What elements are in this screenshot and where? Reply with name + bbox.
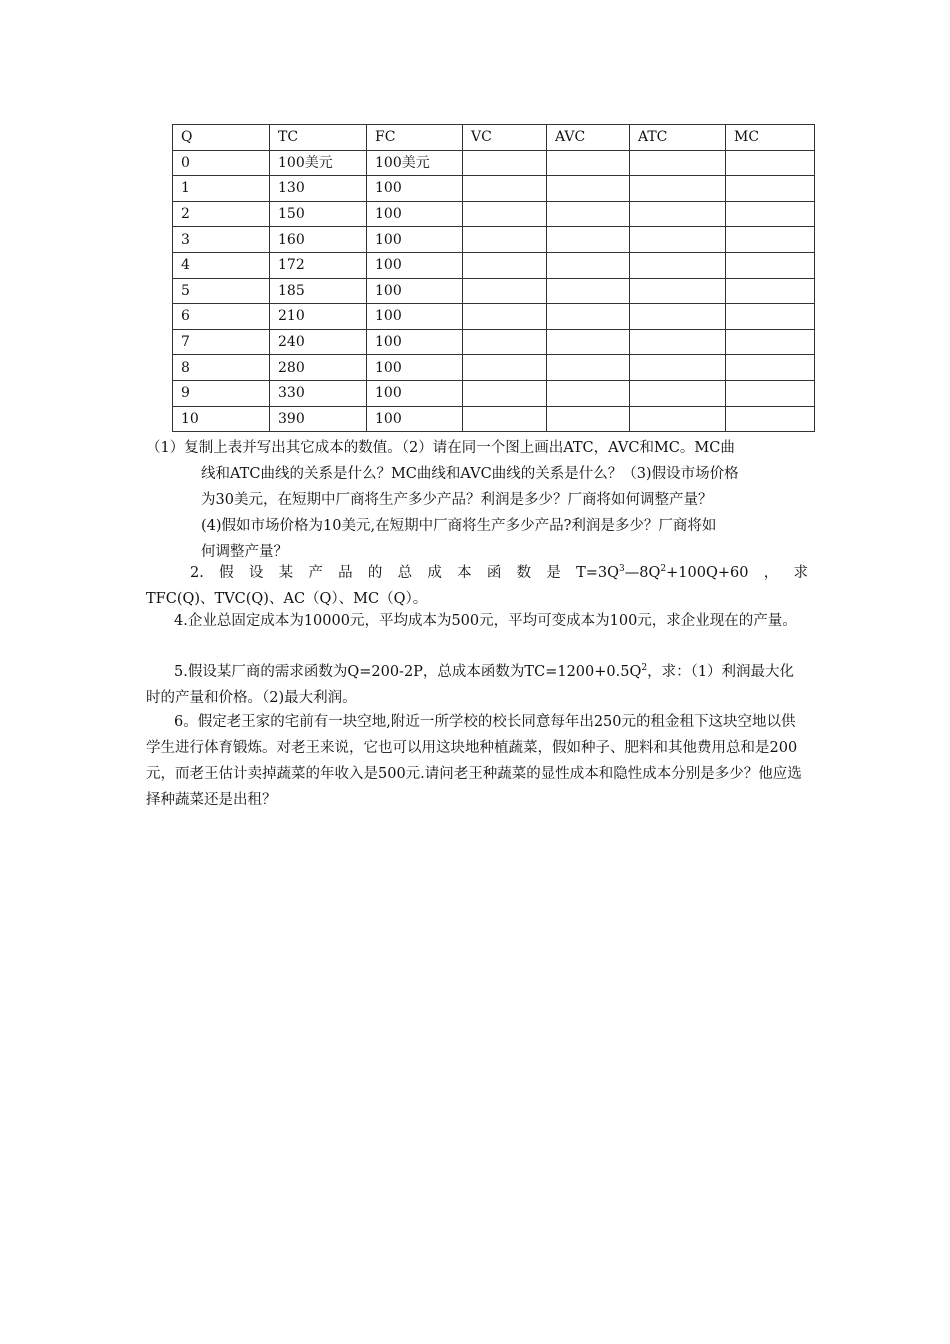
cell-vc (463, 278, 547, 304)
cell-avc (547, 201, 630, 227)
cell-mc (726, 380, 815, 406)
cell-atc (630, 304, 726, 330)
cell-avc (547, 252, 630, 278)
cell-avc (547, 380, 630, 406)
table-row (173, 176, 815, 202)
cell-atc (630, 201, 726, 227)
cell-vc (463, 176, 547, 202)
header-tc: TC (270, 125, 367, 151)
question-5-text: ，求：（1）利润最大化时的产量和价格。（2)最大利润。 (146, 664, 795, 706)
question-2-word: 总 (397, 565, 413, 581)
cell-tc: 160 (270, 227, 367, 253)
question-2-line-1 (146, 560, 808, 586)
cell-mc (726, 252, 815, 278)
cell-atc (630, 355, 726, 381)
cell-atc (630, 227, 726, 253)
cell-tc: 150 (270, 201, 367, 227)
cell-fc: 100 (367, 227, 463, 253)
table-row (173, 227, 815, 253)
question-1-line: 何调整产量？ (201, 544, 288, 560)
cell-vc (463, 355, 547, 381)
cell-q: 2 (173, 201, 270, 227)
cell-mc (726, 355, 815, 381)
cell-tc: 330 (270, 380, 367, 406)
cell-fc: 100 (367, 252, 463, 278)
cell-mc (726, 150, 815, 176)
cell-fc: 100 (367, 329, 463, 355)
question-2-word: 设 (248, 565, 264, 581)
cell-vc (463, 150, 547, 176)
cell-fc: 100 (367, 355, 463, 381)
question-2-line-2: TFC(Q)、TVC(Q)、AC（Q）、MC（Q）。 (146, 591, 428, 607)
question-2-word: 本 (457, 565, 472, 581)
question-1-line: （1）复制上表并写出其它成本的数值。（2）请在同一个图上画出ATC，AVC和MC。MC曲 (146, 440, 735, 456)
cell-avc (547, 355, 630, 381)
cell-q: 8 (173, 355, 270, 381)
header-mc: MC (726, 125, 815, 151)
cell-tc: 280 (270, 355, 367, 381)
question-2-word: 假 (219, 565, 234, 581)
formula-part: —8Q (624, 565, 661, 581)
cell-vc (463, 380, 547, 406)
cost-table (172, 124, 815, 432)
cell-tc: 185 (270, 278, 367, 304)
cell-q: 7 (173, 329, 270, 355)
formula-exponent: 2 (660, 564, 667, 574)
table-row (173, 380, 815, 406)
cell-fc: 100 (367, 201, 463, 227)
cell-q: 4 (173, 252, 270, 278)
cell-tc: 240 (270, 329, 367, 355)
cell-tc: 130 (270, 176, 367, 202)
header-vc: VC (463, 125, 547, 151)
cell-mc (726, 227, 815, 253)
cell-fc: 100 (367, 176, 463, 202)
cell-fc: 100 (367, 406, 463, 432)
header-avc: AVC (547, 125, 630, 151)
cell-avc (547, 406, 630, 432)
cell-mc (726, 176, 815, 202)
question-2-word: 品 (338, 565, 353, 581)
cell-fc: 100 (367, 380, 463, 406)
cell-vc (463, 304, 547, 330)
cell-atc (630, 406, 726, 432)
cell-q: 5 (173, 278, 270, 304)
table-row (173, 304, 815, 330)
cell-mc (726, 278, 815, 304)
cell-vc (463, 201, 547, 227)
cell-mc (726, 201, 815, 227)
cell-fc: 100 (367, 304, 463, 330)
table-row (173, 329, 815, 355)
cell-q: 10 (173, 406, 270, 432)
question-4: 4.企业总固定成本为10000元，平均成本为500元，平均可变成本为100元，求企业现在的产量。 (174, 613, 797, 629)
cell-q: 3 (173, 227, 270, 253)
question-1-line: 为30美元，在短期中厂商将生产多少产品？利润是多少？厂商将如何调整产量？ (201, 492, 713, 508)
question-1-line: (4)假如市场价格为10美元,在短期中厂商将生产多少产品?利润是多少？厂商将如 (201, 518, 717, 534)
cell-tc: 390 (270, 406, 367, 432)
question-2-word: 成 (427, 565, 442, 581)
formula-part: T=3Q (576, 565, 620, 581)
question-5 (146, 659, 808, 711)
formula-exponent: 3 (619, 564, 625, 574)
question-6: 6。假定老王家的宅前有一块空地,附近一所学校的校长同意每年出250元的租金租下这块空地以供学生进行体育锻炼。对老王来说，它也可以用这块地种植蔬菜，假如种子、肥料和其他费用总和是200元，而老王估计卖掉蔬菜的年收入是500元.请问老王种蔬菜的显性成本和隐性成本分别是多少？他应选择种蔬菜还是出租？ (146, 714, 802, 808)
cell-vc (463, 252, 547, 278)
cell-atc (630, 176, 726, 202)
question-2-word: 是 (546, 565, 561, 581)
cell-q: 6 (173, 304, 270, 330)
cell-avc (547, 304, 630, 330)
cell-avc (547, 227, 630, 253)
cell-atc (630, 150, 726, 176)
header-atc: ATC (630, 125, 726, 151)
table-row (173, 252, 815, 278)
question-2-comma: ， (763, 565, 779, 581)
question-2-word: 的 (367, 565, 383, 581)
header-q: Q (173, 125, 270, 151)
cell-q: 9 (173, 380, 270, 406)
question-2-word: 求 (793, 565, 808, 581)
cell-atc (630, 380, 726, 406)
cell-fc: 100 (367, 278, 463, 304)
cell-avc (547, 150, 630, 176)
cell-tc: 100美元 (270, 150, 367, 176)
table-header-row (173, 125, 815, 151)
cell-tc: 210 (270, 304, 367, 330)
cell-mc (726, 304, 815, 330)
question-2-word: 2. (190, 565, 204, 581)
cell-q: 0 (173, 150, 270, 176)
cell-atc (630, 278, 726, 304)
cell-atc (630, 329, 726, 355)
cell-atc (630, 252, 726, 278)
cell-tc: 172 (270, 252, 367, 278)
cell-vc (463, 406, 547, 432)
cell-mc (726, 406, 815, 432)
header-fc: FC (367, 125, 463, 151)
question-2-word: 函 (486, 565, 502, 581)
cell-vc (463, 227, 547, 253)
formula-part: +100Q+60 (666, 565, 749, 581)
question-1-line: 线和ATC曲线的关系是什么？MC曲线和AVC曲线的关系是什么？（3)假设市场价格 (201, 466, 739, 482)
question-1 (146, 435, 808, 565)
table-row (173, 278, 815, 304)
cell-q: 1 (173, 176, 270, 202)
question-2-word: 产 (308, 565, 323, 581)
cell-fc: 100美元 (367, 150, 463, 176)
question-2-formula (576, 560, 748, 586)
table-row (173, 355, 815, 381)
cell-vc (463, 329, 547, 355)
table-row (173, 201, 815, 227)
question-2 (146, 560, 808, 612)
table-row (173, 150, 815, 176)
cell-avc (547, 176, 630, 202)
question-2-word: 数 (516, 565, 532, 581)
question-5-text: 5.假设某厂商的需求函数为Q=200-2P，总成本函数为TC=1200+0.5Q (174, 664, 642, 680)
cell-avc (547, 278, 630, 304)
cell-avc (547, 329, 630, 355)
question-2-word: 某 (278, 565, 294, 581)
table-row (173, 406, 815, 432)
question-5-exponent: 2 (641, 663, 648, 673)
cell-mc (726, 329, 815, 355)
